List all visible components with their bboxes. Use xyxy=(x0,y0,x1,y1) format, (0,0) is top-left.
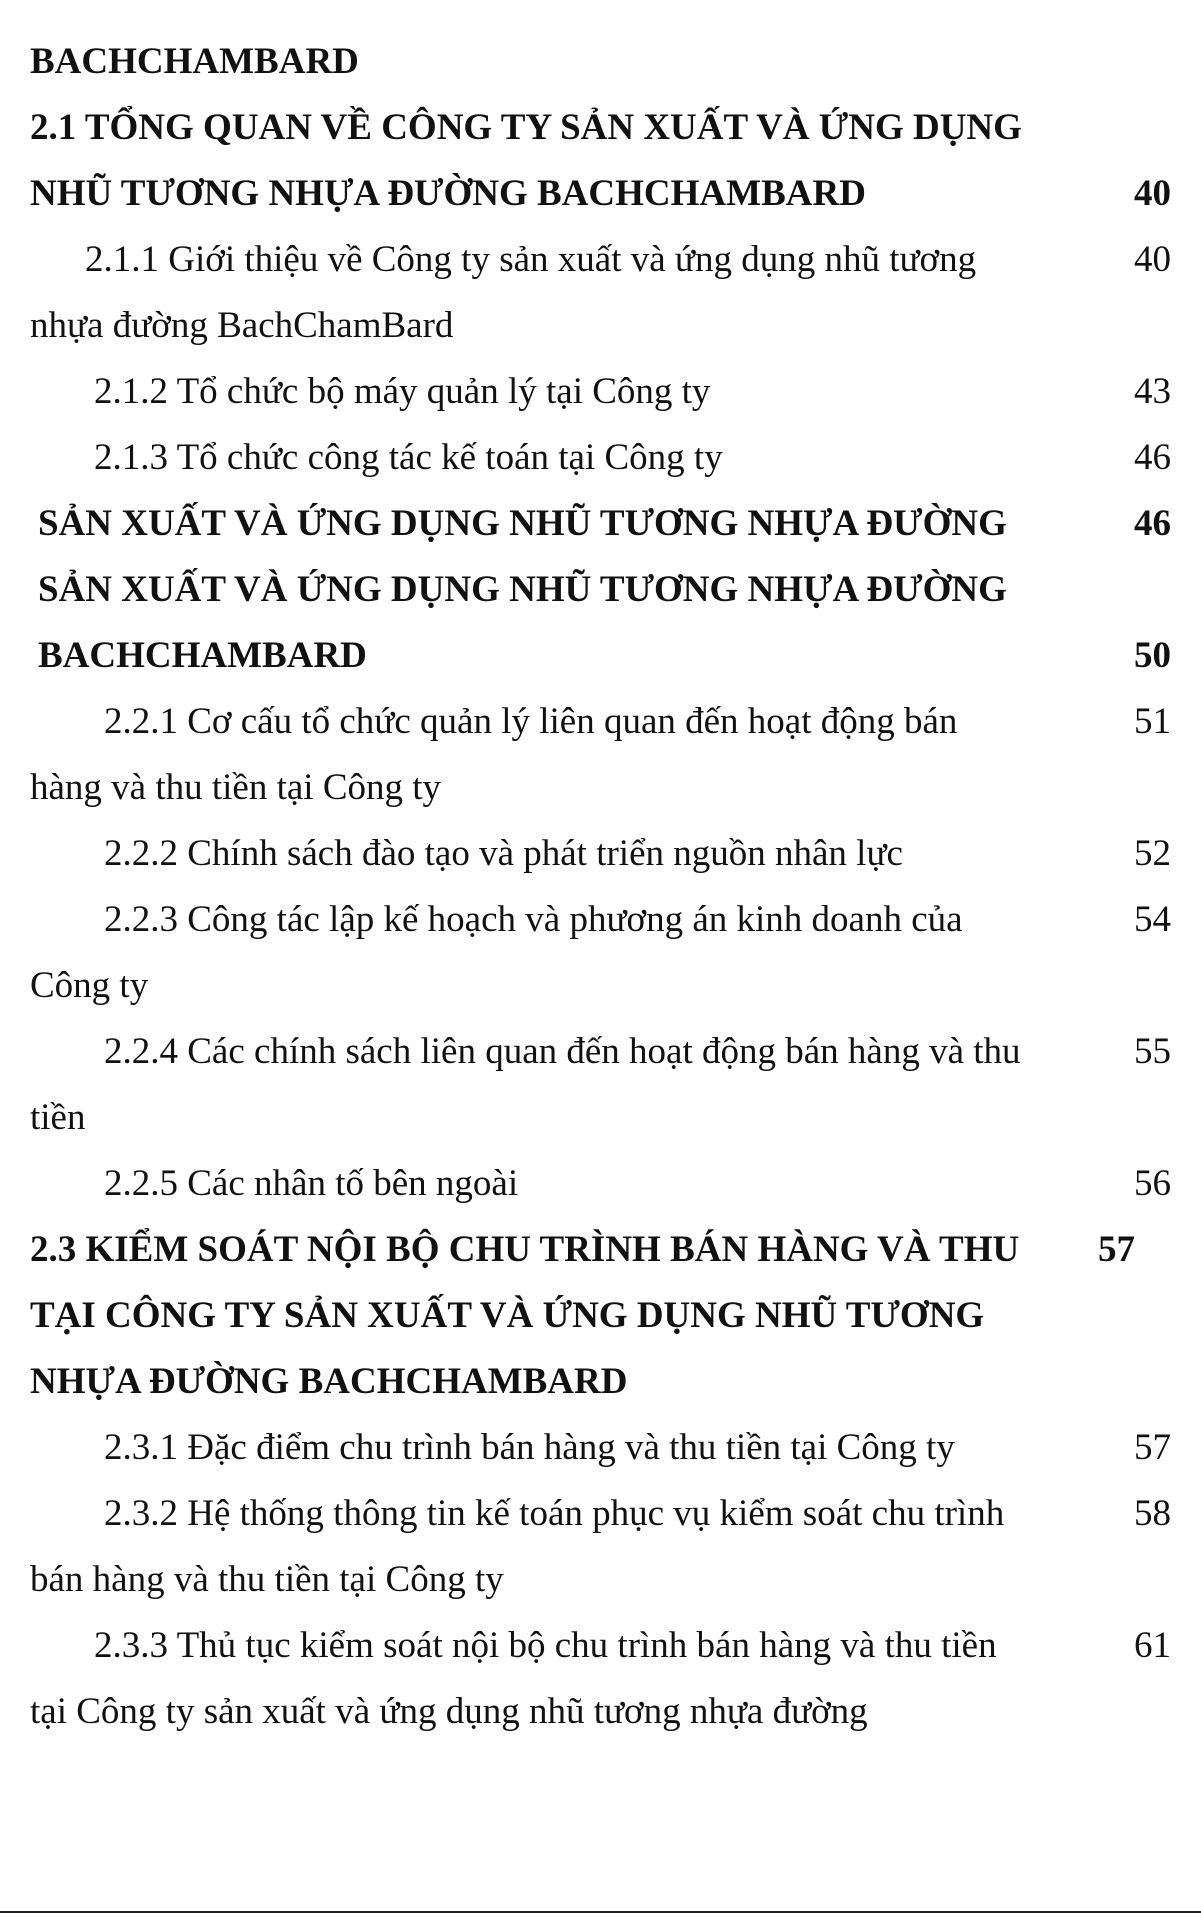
toc-line[interactable] xyxy=(30,626,1171,686)
toc-entry-text: tại Công ty sản xuất và ứng dụng nhũ tương nhựa đường xyxy=(30,1691,868,1732)
toc-line xyxy=(30,1550,1171,1610)
toc-line xyxy=(30,32,1171,92)
toc-entry-text: Công ty xyxy=(30,965,149,1006)
toc-line xyxy=(30,758,1171,818)
toc-subsection-2-2-3[interactable] xyxy=(30,890,1171,950)
toc-line xyxy=(30,560,1171,620)
toc-entry-text: NHŨ TƯƠNG NHỰA ĐƯỜNG BACHCHAMBARD xyxy=(30,173,866,214)
toc-page-number: 46 xyxy=(1134,503,1171,544)
toc-page-number: 56 xyxy=(1134,1163,1171,1204)
toc-line xyxy=(30,1286,1171,1346)
toc-page-number: 52 xyxy=(1134,833,1171,874)
toc-section-2-3[interactable] xyxy=(30,1220,1171,1280)
toc-line xyxy=(30,296,1171,356)
toc-subsection-2-1-3[interactable] xyxy=(30,428,1171,488)
toc-entry-text: 2.1.3 Tổ chức công tác kế toán tại Công ty xyxy=(94,437,723,478)
toc-subsection-2-3-2[interactable] xyxy=(30,1484,1171,1544)
toc-line[interactable] xyxy=(30,494,1171,554)
toc-line[interactable] xyxy=(30,164,1171,224)
toc-entry-text: SẢN XUẤT VÀ ỨNG DỤNG NHŨ TƯƠNG NHỰA ĐƯỜNG xyxy=(38,569,1007,610)
toc-page-number: 50 xyxy=(1134,635,1171,676)
toc-entry-text: 2.2.4 Các chính sách liên quan đến hoạt động bán hàng và thu xyxy=(104,1031,1021,1072)
toc-entry-text: TẠI CÔNG TY SẢN XUẤT VÀ ỨNG DỤNG NHŨ TƯƠNG xyxy=(30,1295,985,1336)
toc-entry-text: BACHCHAMBARD xyxy=(38,635,367,676)
toc-subsection-2-2-2[interactable] xyxy=(30,824,1171,884)
toc-page-number: 57 xyxy=(1098,1229,1135,1270)
toc-entry-text: BACHCHAMBARD xyxy=(30,41,359,82)
toc-section-2-1[interactable] xyxy=(30,98,1171,158)
toc-subsection-2-2-4[interactable] xyxy=(30,1022,1171,1082)
toc-page-number: 54 xyxy=(1134,899,1171,940)
toc-line xyxy=(30,1352,1171,1412)
toc-entry-text: 2.1.1 Giới thiệu về Công ty sản xuất và ứng dụng nhũ tương xyxy=(85,239,977,280)
toc-entry-text: 2.3.1 Đặc điểm chu trình bán hàng và thu tiền tại Công ty xyxy=(104,1427,955,1468)
toc-page-number: 58 xyxy=(1134,1493,1171,1534)
toc-page-number: 51 xyxy=(1134,701,1171,742)
page-bottom-edge xyxy=(0,1911,1201,1913)
toc-entry-text: 2.1 TỔNG QUAN VỀ CÔNG TY SẢN XUẤT VÀ ỨNG DỤNG xyxy=(30,107,1022,148)
toc-page-number: 46 xyxy=(1134,437,1171,478)
toc-entry-text: 2.3.2 Hệ thống thông tin kế toán phục vụ kiểm soát chu trình xyxy=(104,1493,1005,1534)
toc-line xyxy=(30,956,1171,1016)
toc-entry-text: 2.1.2 Tổ chức bộ máy quản lý tại Công ty xyxy=(94,371,711,412)
toc-entry-text: bán hàng và thu tiền tại Công ty xyxy=(30,1559,504,1600)
toc-entry-text: 2.3.3 Thủ tục kiểm soát nội bộ chu trình bán hàng và thu tiền xyxy=(94,1625,997,1666)
toc-page-number: 57 xyxy=(1134,1427,1171,1468)
toc-entry-text: 2.2.2 Chính sách đào tạo và phát triển nguồn nhân lực xyxy=(104,833,903,874)
toc-subsection-2-2-1[interactable] xyxy=(30,692,1171,752)
toc-entry-text: hàng và thu tiền tại Công ty xyxy=(30,767,442,808)
toc-page-number: 40 xyxy=(1134,239,1171,280)
toc-entry-text: 2.2.5 Các nhân tố bên ngoài xyxy=(104,1163,519,1204)
toc-page-number: 40 xyxy=(1134,173,1171,214)
toc-entry-text: tiền xyxy=(30,1097,86,1138)
toc-entry-text: 2.2.3 Công tác lập kế hoạch và phương án kinh doanh của xyxy=(104,899,963,940)
toc-line xyxy=(30,1088,1171,1148)
toc-entry-text: 2.2.1 Cơ cấu tổ chức quản lý liên quan đến hoạt động bán xyxy=(104,701,958,742)
toc-entry-text: 2.3 KIỂM SOÁT NỘI BỘ CHU TRÌNH BÁN HÀNG VÀ THU xyxy=(30,1229,1020,1270)
toc-page-number: 55 xyxy=(1134,1031,1171,1072)
toc-subsection-2-2-5[interactable] xyxy=(30,1154,1171,1214)
toc-entry-text: SẢN XUẤT VÀ ỨNG DỤNG NHŨ TƯƠNG NHỰA ĐƯỜNG xyxy=(38,503,1007,544)
toc-subsection-2-3-3[interactable] xyxy=(30,1616,1171,1676)
toc-page-number: 61 xyxy=(1134,1625,1171,1666)
toc-page-number: 43 xyxy=(1134,371,1171,412)
toc-entry-text: NHỰA ĐƯỜNG BACHCHAMBARD xyxy=(30,1361,628,1402)
toc-subsection-2-3-1[interactable] xyxy=(30,1418,1171,1478)
toc-line xyxy=(30,1682,1171,1742)
toc-entry-text: nhựa đường BachChamBard xyxy=(30,305,454,346)
toc-subsection-2-1-1[interactable] xyxy=(30,230,1171,290)
toc-subsection-2-1-2[interactable] xyxy=(30,362,1171,422)
